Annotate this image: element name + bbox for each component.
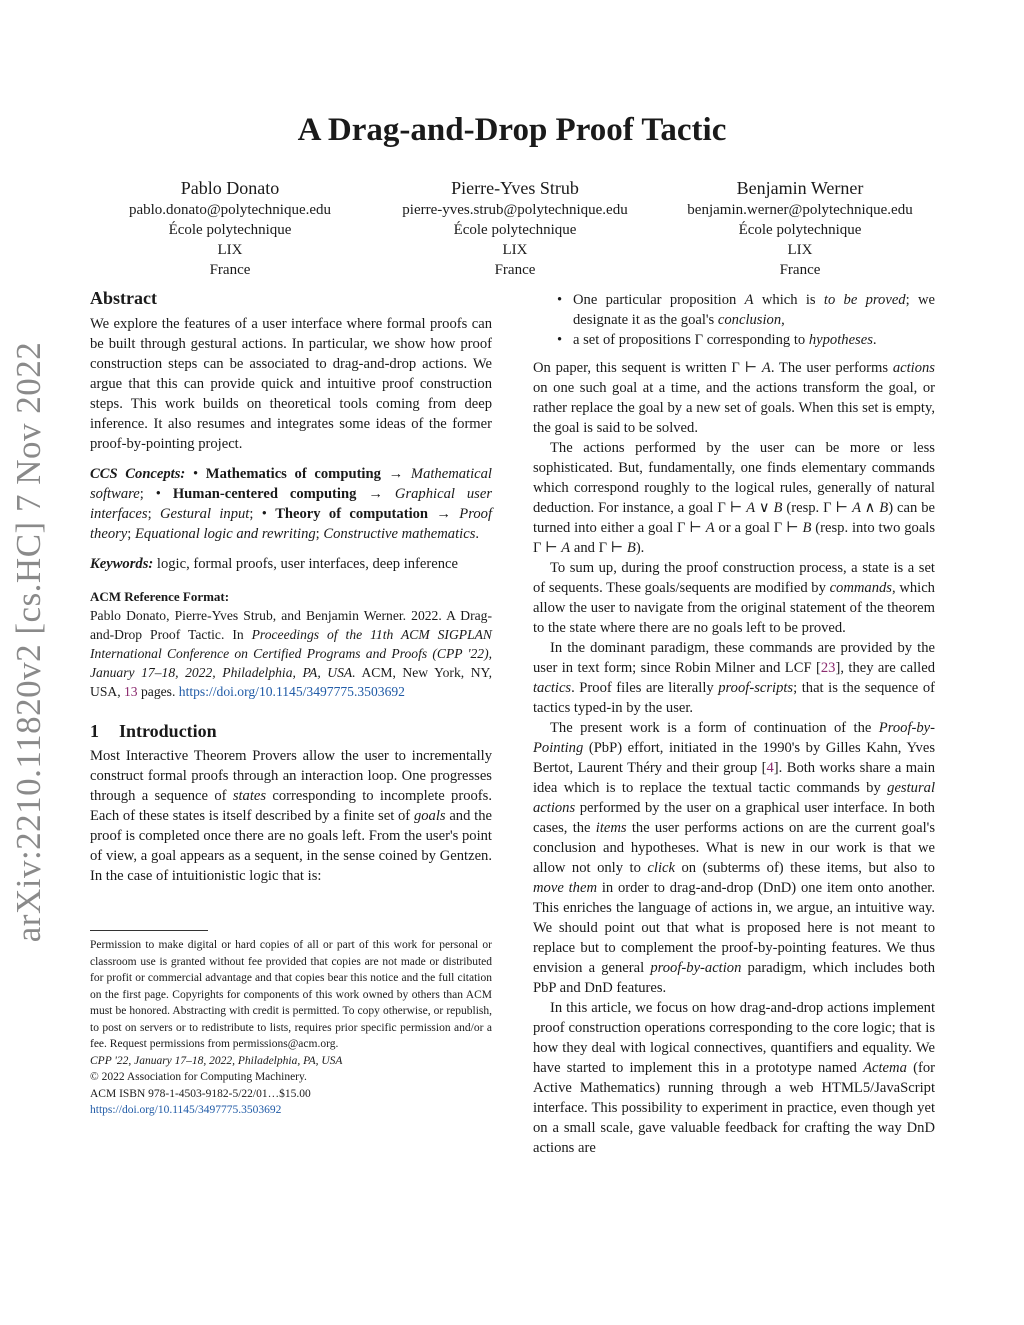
state-paragraph: To sum up, during the proof construction process, a state is a set of sequents. These goals/sequents are modified by commands, which allow the user to navigate from the original statement of the theorem to the state where there are no goals left to be proved. <box>533 560 935 636</box>
copyright-line: © 2022 Association for Computing Machinery. <box>90 1071 307 1083</box>
citation-link[interactable]: 4 <box>766 760 774 776</box>
author-name: Benjamin Werner <box>736 178 864 198</box>
author-dept: LIX <box>787 242 813 258</box>
author-country: France <box>494 262 536 278</box>
copyright-footnote <box>90 937 492 1119</box>
author-country: France <box>779 262 821 278</box>
intro-paragraph: Most Interactive Theorem Provers allow the user to incrementally construct formal proofs through an interaction loop. One progresses through a sequence of states corresponding to incomplete proofs. Each of these states is itself described by a finite set of goals and the proof is completed once there are no goals left. From the user's point of view, a goal appears as a sequent, in the sense coined by Gentzen. In the case of intuitionistic logic that is: <box>90 748 492 884</box>
list-item: • One particular proposition A which is to be proved; we designate it as the goal's conclusion, <box>557 292 935 328</box>
author-dept: LIX <box>217 242 243 258</box>
abstract-text: We explore the features of a user interface where formal proofs can be built through gestural actions. In particular, we show how proof construction steps can be associated to drag-and-drop actions. We argue that this can provide quick and intuitive proof construction steps. This work builds on theoretical tools coming from deep inference. It also resumes and integrates some ideas of the former proof-by-pointing project. <box>90 316 492 452</box>
section-heading-introduction: 1 Introduction <box>90 721 217 741</box>
arxiv-identifier: arXiv:2210.11820v2 [cs.HC] 7 Nov 2022 <box>9 341 49 943</box>
author-3 <box>660 176 940 280</box>
author-email: pierre-yves.strub@polytechnique.edu <box>402 202 628 218</box>
author-name: Pierre-Yves Strub <box>451 178 579 198</box>
author-1 <box>90 176 370 280</box>
page-count-link[interactable]: 13 <box>124 684 138 699</box>
author-dept: LIX <box>502 242 528 258</box>
author-name: Pablo Donato <box>180 178 280 198</box>
author-country: France <box>209 262 251 278</box>
tactics-paragraph: In the dominant paradigm, these commands are provided by the user in text form; since Robin Milner and LCF [23], they are called tactics. Proof files are literally proof-scripts; that is the sequence of tactics typed-in by the user. <box>533 640 936 716</box>
author-email: benjamin.werner@polytechnique.edu <box>687 202 913 218</box>
keywords: Keywords: logic, formal proofs, user interfaces, deep inference <box>90 556 458 572</box>
doi-link[interactable]: https://doi.org/10.1145/3497775.3503692 <box>178 684 405 699</box>
author-affiliation: École polytechnique <box>738 222 862 238</box>
right-column <box>533 290 935 1158</box>
venue-line: CPP '22, January 17–18, 2022, Philadelphia, PA, USA <box>90 1054 343 1067</box>
ccs-concepts: CCS Concepts: • Mathematics of computing → Mathematical software; • Human-centered computing → Graphical user interfaces; Gestural input; • Theory of computation → Proof theory; Equational logic and rewriting; Constructive mathematics. <box>90 466 493 542</box>
left-column <box>90 288 492 1119</box>
footnote-divider <box>90 930 208 931</box>
acm-reference-heading: ACM Reference Format: <box>90 589 230 604</box>
list-item: • a set of propositions Γ corresponding to hypotheses. <box>557 332 877 348</box>
permission-notice: Permission to make digital or hard copies of all or part of this work for personal or classroom use is granted without fee provided that copies are not made or distributed for profit or commercial advantage and that copies bear this notice and the full citation on the first page. Copyrights for components of this work owned by others than ACM must be honored. Abstracting with credit is permitted. To copy otherwise, or republish, to post on servers or to redistribute to lists, requires prior specific permission and/or a fee. Request permissions from permissions@acm.org. <box>90 939 492 1050</box>
author-block <box>90 176 940 280</box>
author-email: pablo.donato@polytechnique.edu <box>128 202 332 218</box>
actema-paragraph: In this article, we focus on how drag-and-drop actions implement proof construction operations corresponding to the core logic; that is how they deal with logical connectives, quantifiers and equality. We have started to implement this in a prototype named Actema (for Active Mathematics) running through a web HTML5/JavaScript interface. This possibility to experiment in practice, even though yet on a small scale, gave valuable feedback for crafting the way DnD actions are <box>533 1000 936 1156</box>
author-affiliation: École polytechnique <box>168 222 292 238</box>
citation-link[interactable]: 23 <box>820 660 836 676</box>
isbn-line: ACM ISBN 978-1-4503-9182-5/22/01…$15.00 <box>90 1087 311 1100</box>
arxiv-sidebar <box>6 341 52 943</box>
footnote-doi-link[interactable]: https://doi.org/10.1145/3497775.3503692 <box>90 1104 282 1116</box>
pbp-paragraph: The present work is a form of continuation of the Proof-by-Pointing (PbP) effort, initiated in the 1990's by Gilles Kahn, Yves Bertot, Laurent Théry and their group [4]. Both works share a main idea which is to replace the textual tactic commands by gestural actions performed by the user on a graphical user interface. In both cases, the items the user performs actions on are the current goal's conclusion and hypotheses. What is new in our work is that we allow not only to click on (subterms of) these items, but also to move them in order to drag-and-drop (DnD) one item onto another. This enriches the language of actions in, we argue, an intuitive way. We should point out that what is proposed here is not meant to replace but to complement the proof-by-pointing features. We thus envision a general proof-by-action paradigm, which includes both PbP and DnD features. <box>533 720 935 996</box>
abstract-heading: Abstract <box>90 288 157 308</box>
goal-components-list <box>533 290 935 350</box>
author-2 <box>375 176 655 280</box>
author-affiliation: École polytechnique <box>453 222 577 238</box>
actions-paragraph: The actions performed by the user can be more or less sophisticated. But, fundamentally, one finds elementary commands which correspond roughly to the logical rules, generally of natural deduction. For instance, a goal Γ ⊢ A ∨ B (resp. Γ ⊢ A ∧ B) can be turned into either a goal Γ ⊢ A or a goal Γ ⊢ B (resp. into two goals Γ ⊢ A and Γ ⊢ B). <box>533 440 936 556</box>
sequent-paragraph: On paper, this sequent is written Γ ⊢ A. The user performs actions on one such goal at a time, and the actions transform the goal, or rather replace the goal by a new set of goals. When this set is empty, the goal is said to be solved. <box>533 360 935 436</box>
acm-reference: Pablo Donato, Pierre-Yves Strub, and Benjamin Werner. 2022. A Drag-and-Drop Proof Tactic. In Proceedings of the 11th ACM SIGPLAN International Conference on Certified Programs and Proofs (CPP '22), January 17–18, 2022, Philadelphia, PA, USA. ACM, New York, NY, USA, 13 pages. https://doi.org/10.1145/3497775.3503692 <box>90 608 493 699</box>
paper-title: A Drag-and-Drop Proof Tactic <box>297 112 727 148</box>
